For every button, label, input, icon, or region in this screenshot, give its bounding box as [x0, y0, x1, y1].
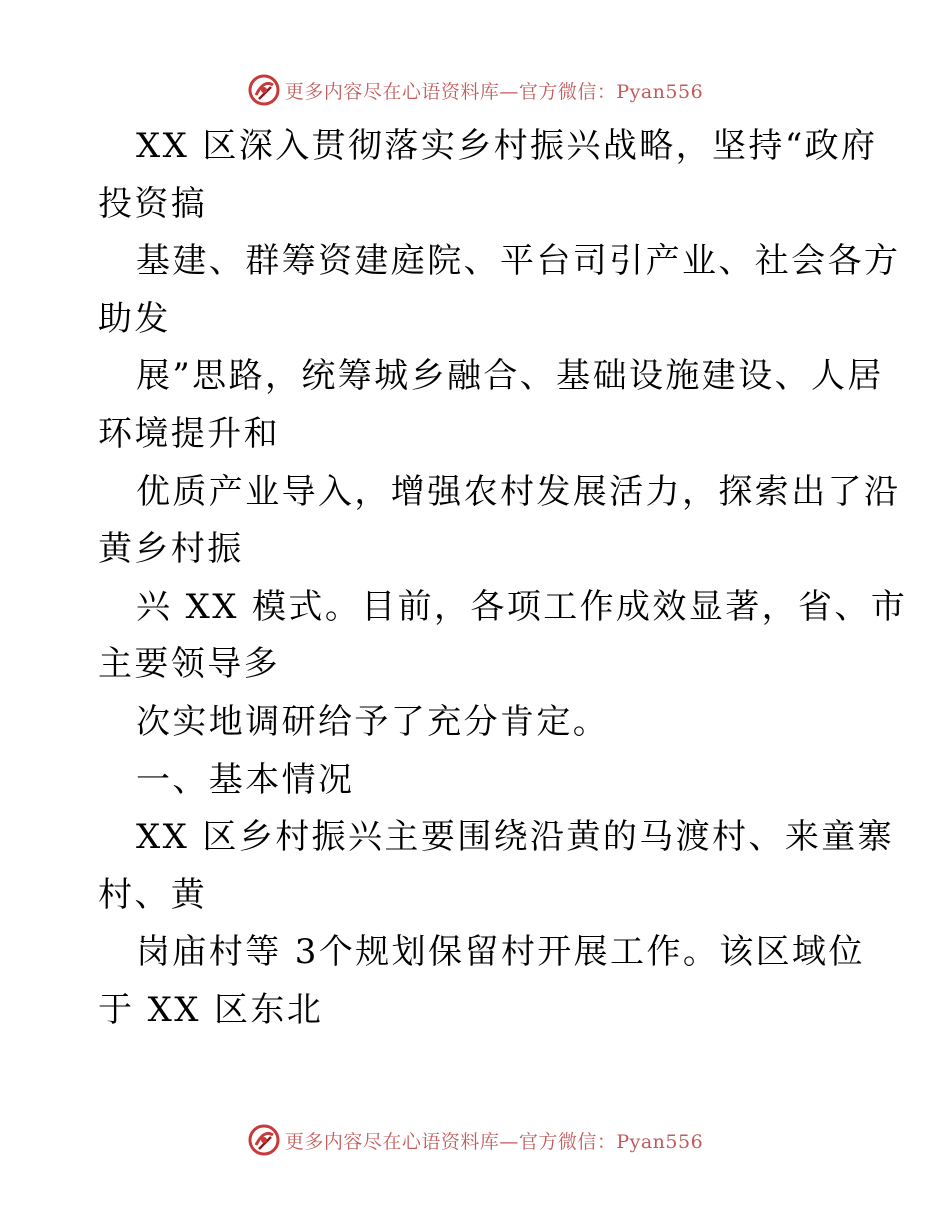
- text-line: 兴 XX 模式。目前，各项工作成效显著，省、市: [136, 586, 908, 627]
- header-watermark: [0, 72, 950, 108]
- text-line: 展”思路，统筹城乡融合、基础设施建设、人居: [136, 356, 884, 397]
- footer-watermark: [0, 1122, 950, 1158]
- text-line: 助发: [98, 298, 171, 339]
- text-line: 基建、群筹资建庭院、平台司引产业、社会各方: [136, 241, 901, 282]
- text-line: XX 区乡村振兴主要围绕沿黄的马渡村、来童寨: [136, 817, 895, 858]
- text-line: 岗庙村等 3个规划保留村开展工作。该区域位: [136, 932, 865, 973]
- text-line: XX 区深入贯彻落实乡村振兴战略，坚持“政府: [136, 126, 878, 166]
- text-line: 次实地调研给予了充分肯定。: [136, 701, 610, 742]
- section-heading: 一、基本情况: [136, 759, 355, 800]
- red-circular-seal-icon: [247, 73, 281, 107]
- text-line: 优质产业导入，增强农村发展活力，探索出了沿: [136, 471, 901, 512]
- text-line: 主要领导多: [98, 644, 280, 685]
- text-line: 环境提升和: [98, 413, 280, 454]
- watermark-text: 更多内容尽在心语资料库—官方微信：Pyan556: [284, 80, 704, 103]
- watermark-text: 更多内容尽在心语资料库—官方微信：Pyan556: [284, 1130, 704, 1153]
- text-line: 村、黄: [98, 874, 208, 915]
- document-body: [98, 118, 908, 1040]
- text-line: 黄乡村振: [98, 529, 244, 570]
- red-circular-seal-icon: [247, 1123, 281, 1157]
- text-line: 投资搞: [98, 183, 208, 224]
- text-line: 于 XX 区东北: [98, 989, 324, 1030]
